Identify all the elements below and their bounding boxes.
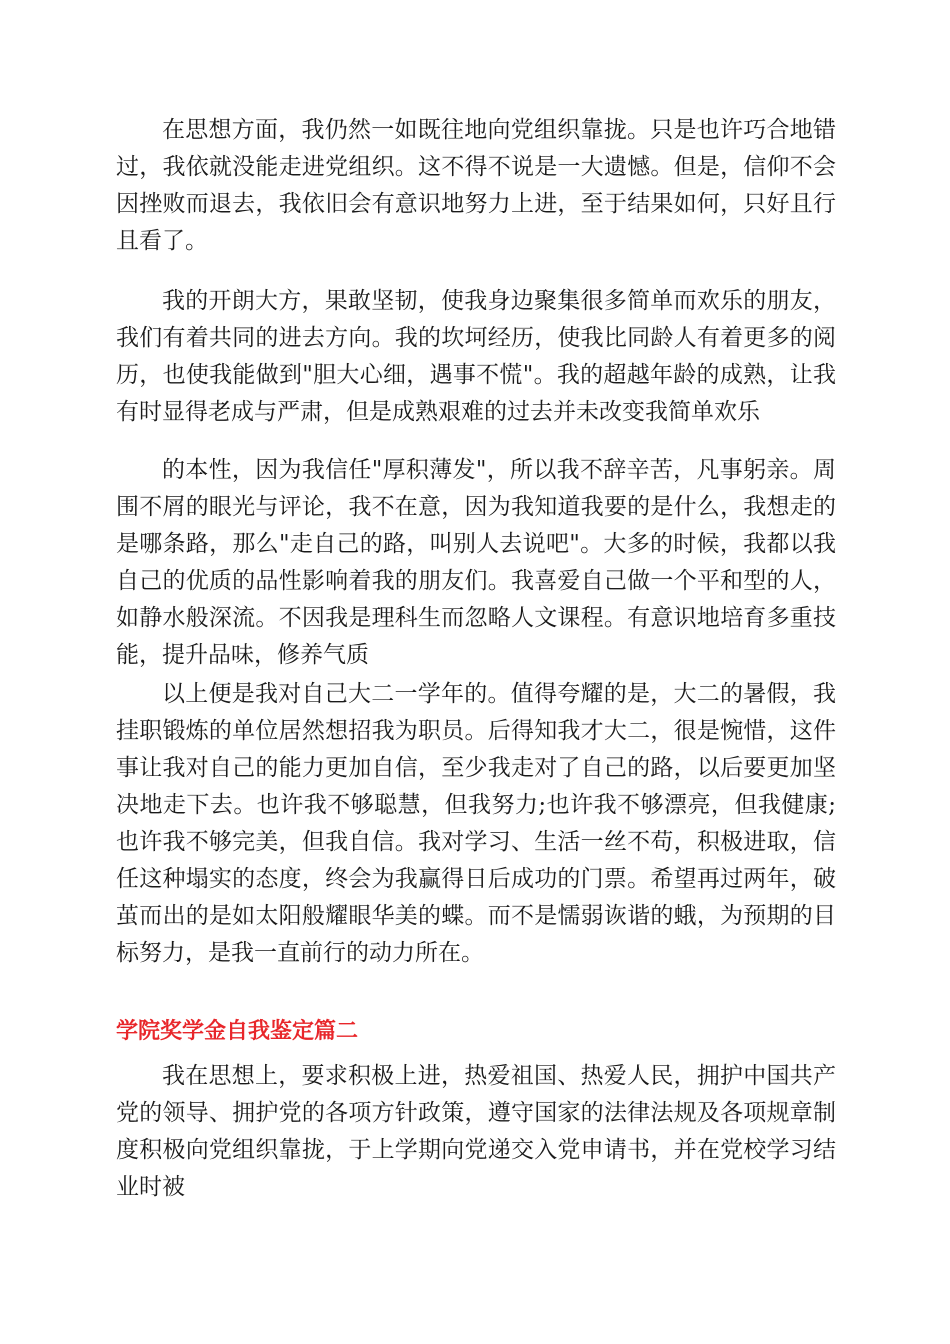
paragraph-nature: 的本性，因为我信任"厚积薄发"，所以我不辞辛苦，凡事躬亲。周围不屑的眼光与评论，我不在意，因为我知道我要的是什么，我想走的是哪条路，那么"走自己的路，叫别人去说吧"。大多的时候，我都以我自己的优质的品性影响着我的朋友们。我喜爱自己做一个平和型的人，如静水般深流。不因我是理科生而忽略人文课程。有意识地培育多重技能，提升品味，修养气质	[116, 457, 836, 668]
paragraph-thought: 在思想方面，我仍然一如既往地向党组织靠拢。只是也许巧合地错过，我依就没能走进党组织。这不得不说是一大遗憾。但是，信仰不会因挫败而退去，我依旧会有意识地努力上进，至于结果如何，只好且行且看了。	[116, 117, 836, 254]
section-heading: 学院奖学金自我鉴定篇二	[116, 1019, 359, 1044]
paragraph-summary: 以上便是我对自己大二一学年的。值得夸耀的是，大二的暑假，我挂职锻炼的单位居然想招我为职员。后得知我才大二，很是惋惜，这件事让我对自己的能力更加自信，至少我走对了自己的路，以后要更加坚决地走下去。也许我不够聪慧，但我努力;也许我不够漂亮，但我健康;也许我不够完美，但我自信。我对学习、生活一丝不苟，积极进取，信任这种塌实的态度，终会为我赢得日后成功的门票。希望再过两年，破茧而出的是如太阳般耀眼华美的蝶。而不是懦弱诙谐的蛾，为预期的目标努力，是我一直前行的动力所在。	[116, 681, 836, 966]
paragraph-personality: 我的开朗大方，果敢坚韧，使我身边聚集很多简单而欢乐的朋友，我们有着共同的进去方向。我的坎坷经历，使我比同龄人有着更多的阅历，也使我能做到"胆大心细，遇事不慌"。我的超越年龄的成熟，让我有时显得老成与严肃，但是成熟艰难的过去并未改变我简单欢乐	[116, 288, 836, 425]
paragraph-section-two: 我在思想上，要求积极上进，热爱祖国、热爱人民，拥护中国共产党的领导、拥护党的各项方针政策，遵守国家的法律法规及各项规章制度积极向党组织靠拢，于上学期向党递交入党申请书，并在党校学习结业时被	[116, 1063, 836, 1200]
